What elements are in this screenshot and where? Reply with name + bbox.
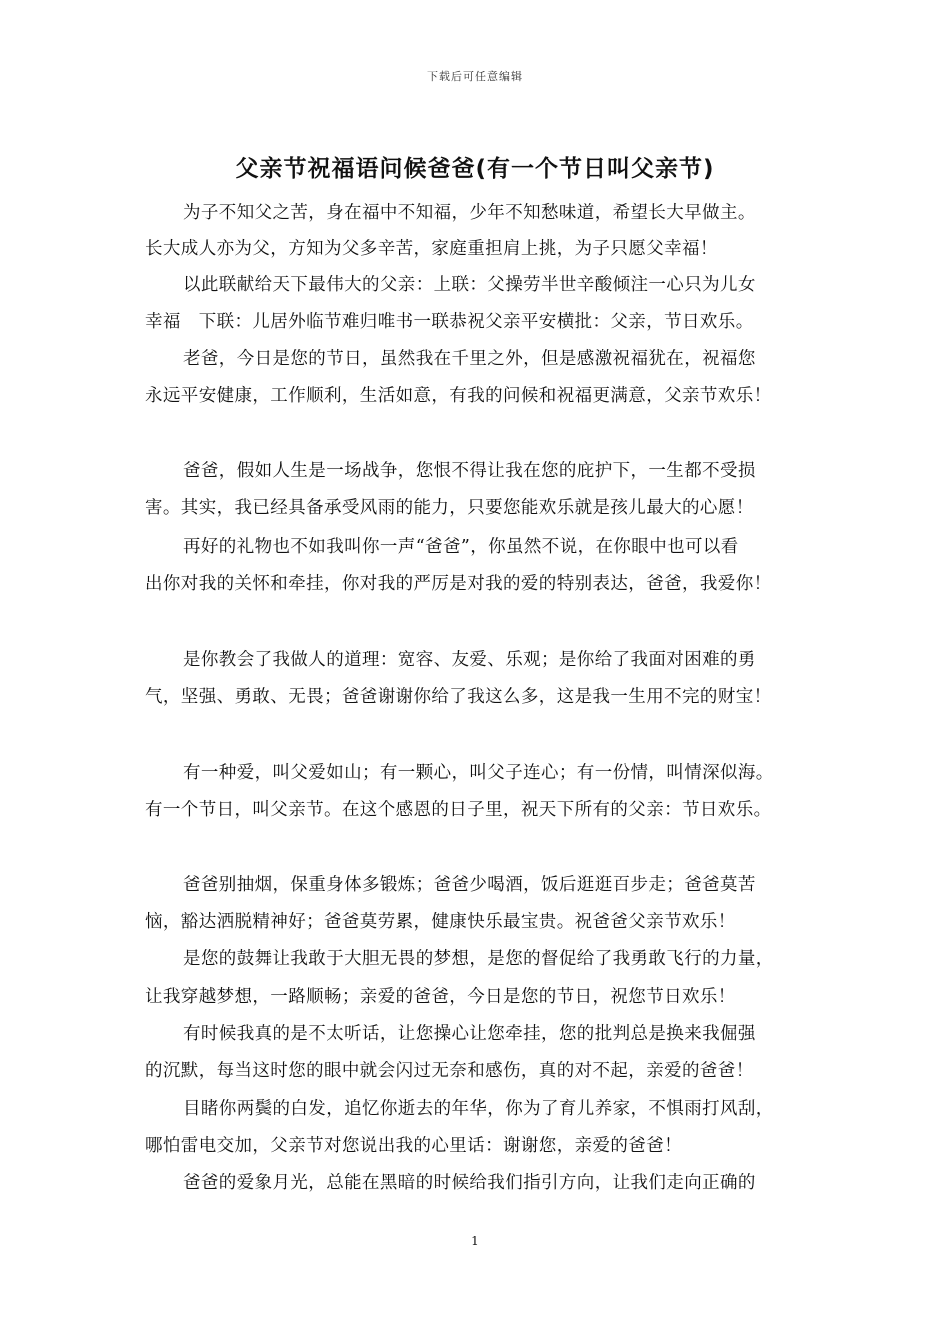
body-line: 老爸，今日是您的节日，虽然我在千里之外，但是感激祝福犹在，祝福您: [183, 349, 756, 369]
body-line: 为子不知父之苦，身在福中不知福，少年不知愁味道，希望长大早做主。: [183, 203, 756, 223]
body-line: 害。其实，我已经具备承受风雨的能力，只要您能欢乐就是孩儿最大的心愿！: [145, 498, 754, 518]
page-number: 1: [471, 1234, 479, 1248]
body-line: 目睹你两鬓的白发，追忆你逝去的年华，你为了育儿养家，不惧雨打风刮，: [183, 1099, 774, 1119]
body-line: 爸爸别抽烟，保重身体多锻炼；爸爸少喝酒，饭后逛逛百步走；爸爸莫苦: [183, 875, 756, 895]
body-line: 哪怕雷电交加，父亲节对您说出我的心里话：谢谢您，亲爱的爸爸！: [145, 1136, 682, 1156]
body-line: 让我穿越梦想，一路顺畅；亲爱的爸爸，今日是您的节日，祝您节日欢乐！: [145, 987, 736, 1007]
body-line: 有时候我真的是不太听话，让您操心让您牵挂，您的批判总是换来我倔强: [183, 1024, 756, 1044]
body-line: 爸爸，假如人生是一场战争，您恨不得让我在您的庇护下，一生都不受损: [183, 461, 756, 481]
body-line: 永远平安健康，工作顺利，生活如意，有我的问候和祝福更满意，父亲节欢乐！: [145, 386, 772, 406]
body-line: 气，坚强、勇敢、无畏；爸爸谢谢你给了我这么多，这是我一生用不完的财宝！: [145, 687, 772, 707]
body-line: 幸福 下联：儿居外临节难归唯书一联恭祝父亲平安横批：父亲，节日欢乐。: [145, 312, 754, 332]
body-line: 是您的鼓舞让我敢于大胆无畏的梦想，是您的督促给了我勇敢飞行的力量，: [183, 949, 774, 969]
body-line: 长大成人亦为父，方知为父多辛苦，家庭重担肩上挑，为子只愿父幸福！: [145, 239, 718, 259]
body-line: 以此联献给天下最伟大的父亲：上联：父操劳半世辛酸倾注一心只为儿女: [183, 275, 756, 295]
body-line: 是你教会了我做人的道理：宽容、友爱、乐观；是你给了我面对困难的勇: [183, 650, 756, 670]
body-line: 恼，豁达洒脱精神好；爸爸莫劳累，健康快乐最宝贵。祝爸爸父亲节欢乐！: [145, 912, 736, 932]
body-line: 有一个节日，叫父亲节。在这个感恩的日子里，祝天下所有的父亲：节日欢乐。: [145, 800, 772, 820]
body-line: 爸爸的爱象月光，总能在黑暗的时候给我们指引方向，让我们走向正确的: [183, 1173, 756, 1193]
body-line: 有一种爱，叫父爱如山；有一颗心，叫父子连心；有一份情，叫情深似海。: [183, 763, 774, 783]
body-line: 再好的礼物也不如我叫你一声“爸爸”，你虽然不说，在你眼中也可以看: [183, 537, 739, 557]
document-title: 父亲节祝福语问候爸爸(有一个节日叫父亲节): [235, 156, 715, 182]
header-note: 下载后可任意编辑: [427, 70, 523, 83]
body-line: 出你对我的关怀和牵挂，你对我的严厉是对我的爱的特别表达，爸爸，我爱你！: [145, 574, 772, 594]
body-line: 的沉默，每当这时您的眼中就会闪过无奈和感伤，真的对不起，亲爱的爸爸！: [145, 1061, 754, 1081]
